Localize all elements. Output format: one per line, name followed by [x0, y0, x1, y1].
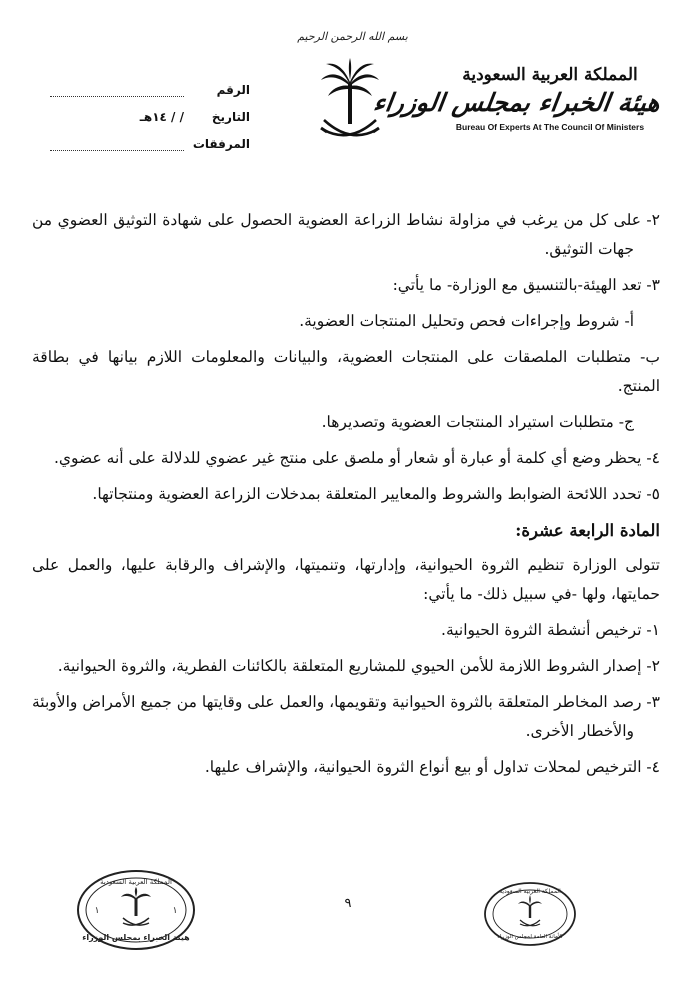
stamp-left-number-right: ١: [172, 906, 178, 916]
stamp-right-top-text: المملكة العربية السعودية: [499, 888, 561, 895]
basmala: بسم الله الرحمن الرحيم: [297, 30, 408, 43]
date-value: / / ١٤هـ: [139, 110, 184, 124]
article-heading: المادة الرابعة عشرة:: [515, 521, 660, 540]
clause-item-5: ٥- تحدد اللائحة الضوابط والشروط والمعايير المتعلقة بمدخلات الزراعة العضوية ومنتجاتها.: [92, 485, 660, 503]
attachments-label: المرفقات: [192, 137, 250, 151]
clause-item-3-b: ب- متطلبات الملصقات على المنتجات العضوية، والبيانات والمعلومات اللازم بيانها في بطاقة المنتج.: [32, 348, 660, 395]
stamp-left-top-text: المملكة العربية السعودية: [100, 878, 172, 886]
article-item-4: ٤- الترخيص لمحلات تداول أو بيع أنواع الثروة الحيوانية، والإشراف عليها.: [204, 758, 660, 776]
bureau-name-english: Bureau Of Experts At The Council Of Ministers: [455, 122, 645, 132]
date-row: [50, 97, 250, 124]
kingdom-name: المملكة العربية السعودية: [462, 65, 638, 85]
palm-swords-emblem-icon: [318, 58, 382, 144]
secretariat-seal-stamp-icon: [482, 880, 578, 948]
stamp-right-bottom-text: الأمانة العامة لمجلس الوزراء: [497, 934, 563, 940]
stamp-left-number: ١: [94, 906, 100, 916]
article-item-3: ٣- رصد المخاطر المتعلقة بالثروة الحيوانية وتقويمها، والعمل على وقايتها من جميع الأمراض والأوبئة والأخطار الأخرى.: [32, 693, 660, 740]
stamp-left-bottom-text: هيئة الخبراء بمجلس الوزراء: [82, 933, 190, 942]
clause-item-4: ٤- يحظر وضع أي كلمة أو عبارة أو شعار أو ملصق على منتج غير عضوي للدلالة على أنه عضوي.: [53, 449, 660, 467]
date-label: التاريخ: [211, 110, 250, 124]
clause-item-3-a: أ- شروط وإجراءات فحص وتحليل المنتجات العضوية.: [299, 312, 634, 330]
article-item-2: ٢- إصدار الشروط اللازمة للأمن الحيوي للمشاريع المتعلقة بالكائنات الفطرية، والثروة الحيوانية.: [57, 657, 660, 675]
attachments-field-line: [50, 136, 184, 151]
letterhead-organization: [371, 64, 663, 132]
clause-item-2: ٢- على كل من يرغب في مزاولة نشاط الزراعة العضوية الحصول على شهادة التوثيق العضوي من جهات التوثيق.: [32, 211, 660, 258]
number-row: [50, 70, 250, 97]
clause-item-3-c: ج- متطلبات استيراد المنتجات العضوية وتصديرها.: [321, 413, 634, 431]
bureau-name-arabic: هيئة الخبراء بمجلس الوزراء: [371, 88, 663, 117]
number-label: الرقم: [216, 83, 250, 97]
attachments-row: [50, 124, 250, 151]
clause-item-3: ٣- تعد الهيئة-بالتنسيق مع الوزارة- ما يأتي:: [392, 276, 660, 294]
document-body: [32, 206, 660, 789]
number-field-line: [50, 82, 184, 97]
bureau-seal-stamp-icon: [75, 868, 197, 952]
reference-fields: [50, 70, 250, 151]
article-item-1: ١- ترخيص أنشطة الثروة الحيوانية.: [441, 621, 660, 639]
page-number: ٩: [344, 896, 352, 911]
article-intro: تتولى الوزارة تنظيم الثروة الحيوانية، وإدارتها، وتنميتها، والإشراف والرقابة عليها، والعمل على حمايتها، ولها -في سبيل ذلك- ما يأتي:: [32, 556, 660, 603]
